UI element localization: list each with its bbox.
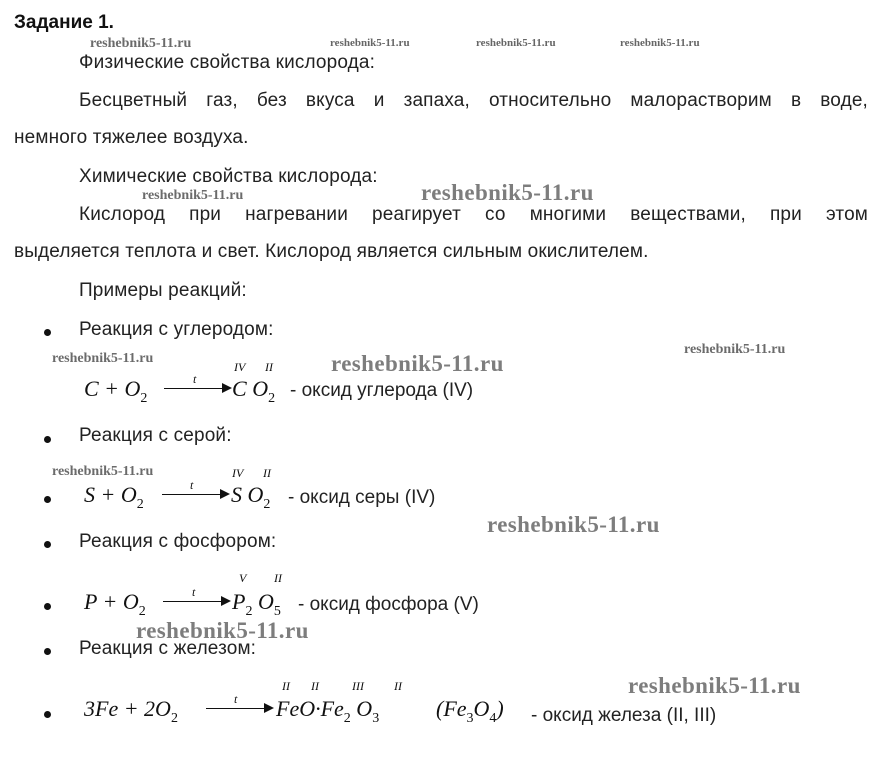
condition-t-phosphorus: t (192, 585, 196, 599)
watermark: reshebnik5-11.ru (620, 37, 700, 49)
condition-t-carbon: t (193, 372, 197, 386)
bullet-4 (44, 541, 51, 548)
watermark: reshebnik5-11.ru (136, 618, 309, 643)
task-title: Задание 1. (14, 12, 114, 33)
equation-sulfur: $S + O_2$ (84, 482, 144, 512)
product-phosphorus: $P_2$ $O_5$ (232, 589, 281, 619)
valence-c: IV (234, 360, 246, 374)
valence-o-1: II (311, 679, 319, 693)
formula-fe3o4: $(Fe_3O_4)$ (436, 696, 504, 726)
bullet-3 (44, 496, 51, 503)
physical-line-1: Бесцветный газ, без вкуса и запаха, относительно малорастворим в воде, (79, 90, 868, 111)
equation-iron: $3Fe + 2O_2$ (84, 696, 178, 726)
valence-o-phosphorus: II (274, 571, 282, 585)
valence-o-2: II (394, 679, 402, 693)
watermark: reshebnik5-11.ru (487, 512, 660, 537)
watermark: reshebnik5-11.ru (52, 351, 154, 366)
valence-p: V (239, 571, 247, 585)
arrow-sulfur (162, 494, 228, 495)
equation-phosphorus: $P + O_2$ (84, 589, 146, 619)
watermark: reshebnik5-11.ru (90, 36, 192, 51)
desc-iron: - оксид железа (II, III) (531, 705, 717, 726)
watermark: reshebnik5-11.ru (628, 673, 801, 698)
watermark: reshebnik5-11.ru (684, 342, 786, 357)
watermark: reshebnik5-11.ru (330, 37, 410, 49)
chemical-line-2: выделяется теплота и свет. Кислород является сильным окислителем. (14, 241, 649, 262)
reaction-label-iron: Реакция с железом: (79, 638, 257, 659)
arrow-iron (206, 708, 272, 709)
watermark: reshebnik5-11.ru (421, 180, 594, 205)
desc-carbon: - оксид углерода (IV) (290, 380, 474, 401)
reaction-label-carbon: Реакция с углеродом: (79, 319, 274, 340)
chemical-heading: Химические свойства кислорода: (79, 166, 378, 187)
product-carbon: C $O_2$ (232, 376, 276, 406)
product-sulfur: S $O_2$ (231, 482, 271, 512)
desc-sulfur: - оксид серы (IV) (288, 487, 436, 508)
valence-o-carbon: II (265, 360, 273, 374)
valence-o-sulfur: II (263, 466, 271, 480)
condition-t-iron: t (234, 692, 238, 706)
chemical-line-1: Кислород при нагревании реагирует со многими веществами, при этом (79, 204, 868, 225)
watermark: reshebnik5-11.ru (331, 351, 504, 376)
condition-t-sulfur: t (190, 478, 194, 492)
watermark: reshebnik5-11.ru (52, 464, 154, 479)
arrow-carbon (164, 388, 230, 389)
examples-heading: Примеры реакций: (79, 280, 247, 301)
bullet-7 (44, 711, 51, 718)
bullet-1 (44, 329, 51, 336)
reaction-label-phosphorus: Реакция с фосфором: (79, 531, 277, 552)
watermark: reshebnik5-11.ru (142, 188, 244, 203)
arrow-phosphorus (163, 601, 229, 602)
watermark: reshebnik5-11.ru (476, 37, 556, 49)
desc-phosphorus: - оксид фосфора (V) (298, 594, 479, 615)
physical-line-2: немного тяжелее воздуха. (14, 127, 249, 148)
bullet-6 (44, 648, 51, 655)
physical-heading: Физические свойства кислорода: (79, 52, 376, 73)
valence-fe-1: II (282, 679, 290, 693)
equation-carbon: $C + O_2$ (84, 376, 148, 406)
bullet-5 (44, 603, 51, 610)
valence-fe-2: III (352, 679, 364, 693)
reaction-label-sulfur: Реакция с серой: (79, 425, 232, 446)
valence-s: IV (232, 466, 244, 480)
product-iron: $FeO\cdot Fe_2$ $O_3$ (276, 696, 380, 726)
bullet-2 (44, 436, 51, 443)
